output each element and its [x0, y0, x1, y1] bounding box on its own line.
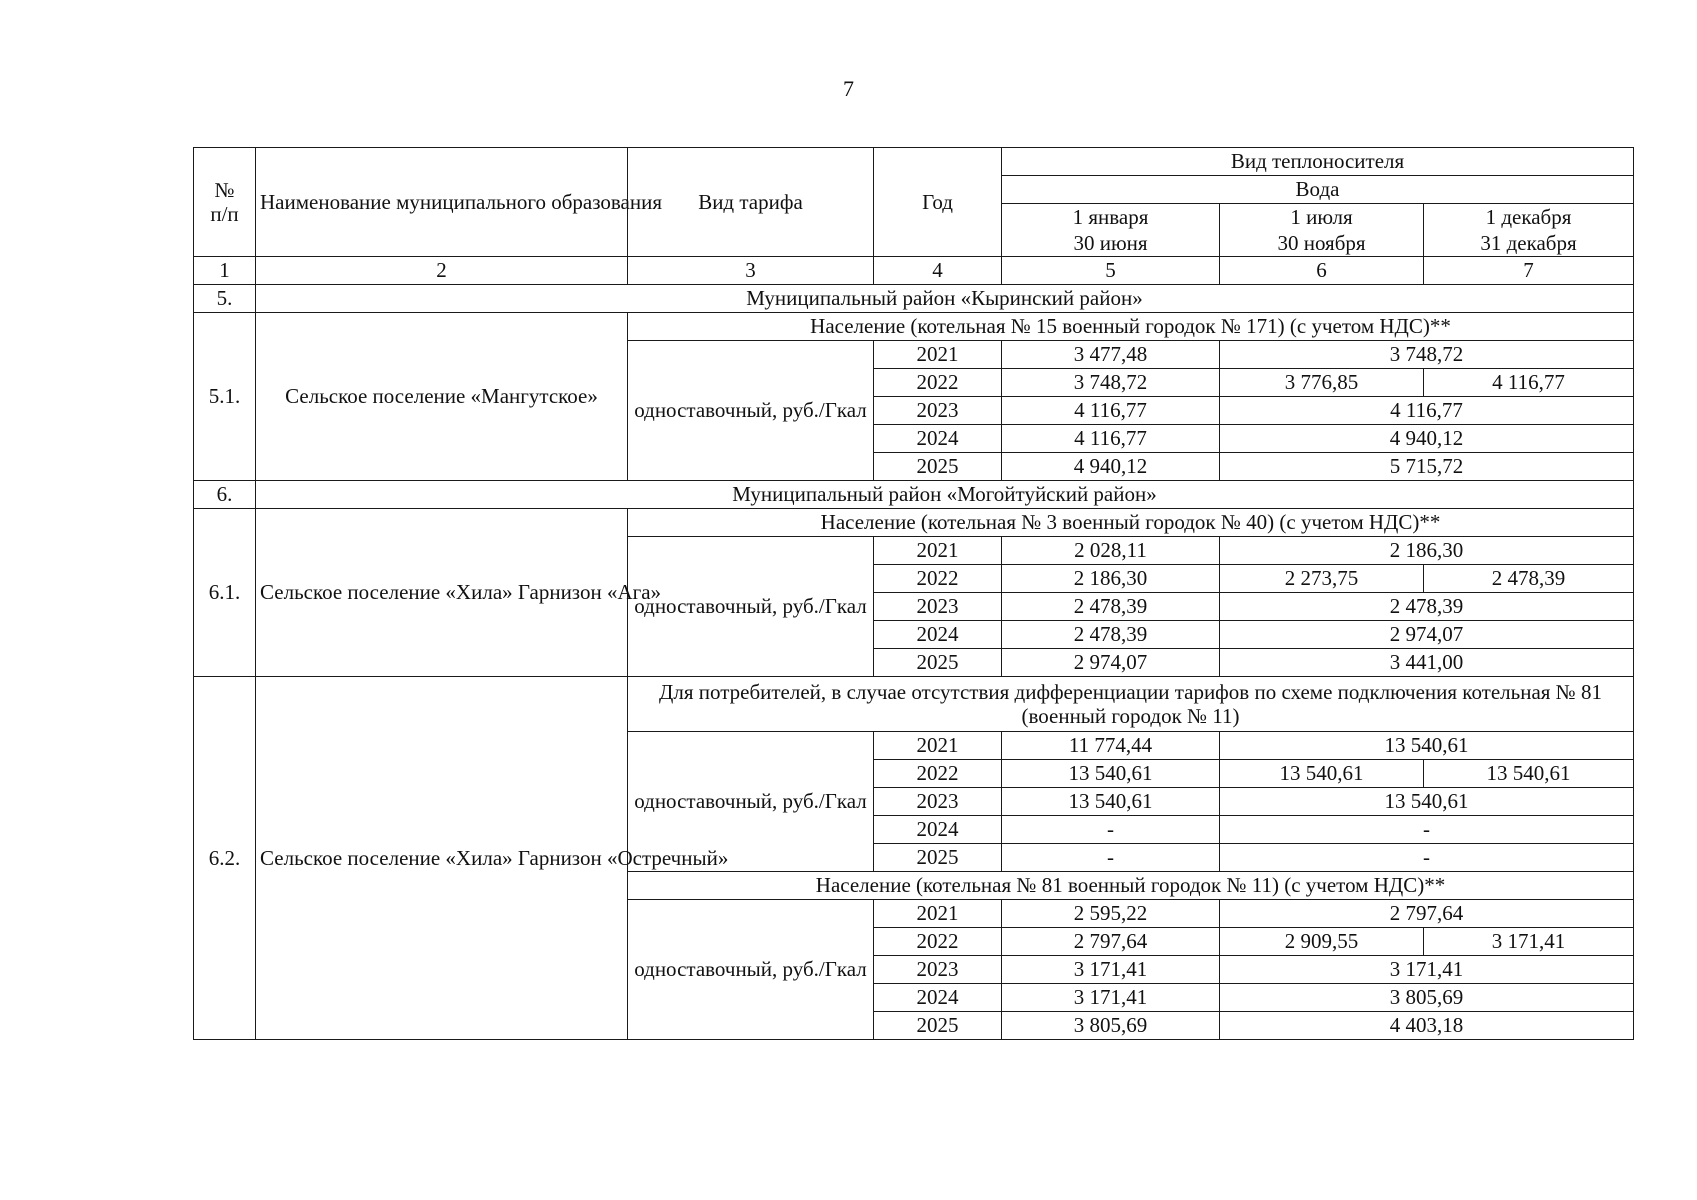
tariff-table	[193, 147, 1634, 1040]
value-period-2: 13 540,61	[1220, 760, 1424, 788]
consumer-group-title: Население (котельная № 15 военный городок № 171) (с учетом НДС)**	[628, 313, 1634, 341]
value-period-1: 2 478,39	[1002, 621, 1220, 649]
value-period-1: 2 028,11	[1002, 537, 1220, 565]
header-period-3-start: 1 декабря	[1424, 204, 1634, 231]
value-period-2-3: 3 805,69	[1220, 984, 1634, 1012]
header-period-2-start: 1 июля	[1220, 204, 1424, 231]
value-period-1: 2 974,07	[1002, 649, 1220, 677]
municipality-name: Сельское поселение «Хила» Гарнизон «Остречный»	[256, 677, 628, 1040]
value-period-2-3: 3 748,72	[1220, 341, 1634, 369]
year-cell: 2021	[874, 732, 1002, 760]
column-number: 3	[628, 257, 874, 285]
year-cell: 2022	[874, 760, 1002, 788]
value-period-1: 4 116,77	[1002, 397, 1220, 425]
section-title: Муниципальный район «Могойтуйский район»	[256, 481, 1634, 509]
header-period-3-end: 31 декабря	[1424, 230, 1634, 257]
column-number: 5	[1002, 257, 1220, 285]
value-period-1: 3 748,72	[1002, 369, 1220, 397]
year-cell: 2024	[874, 621, 1002, 649]
value-period-1: 2 595,22	[1002, 900, 1220, 928]
value-period-1: -	[1002, 844, 1220, 872]
section-row	[194, 481, 1634, 509]
value-period-2-3: 3 441,00	[1220, 649, 1634, 677]
value-period-2-3: 13 540,61	[1220, 788, 1634, 816]
value-period-2-3: 4 940,12	[1220, 425, 1634, 453]
column-numbers-row	[194, 257, 1634, 285]
year-cell: 2024	[874, 984, 1002, 1012]
year-cell: 2023	[874, 956, 1002, 984]
header-period-1-end: 30 июня	[1002, 230, 1220, 257]
year-cell: 2021	[874, 341, 1002, 369]
value-period-1: 2 797,64	[1002, 928, 1220, 956]
section-row	[194, 285, 1634, 313]
column-number: 2	[256, 257, 628, 285]
value-period-1: 3 477,48	[1002, 341, 1220, 369]
year-cell: 2023	[874, 593, 1002, 621]
value-period-2-3: 4 116,77	[1220, 397, 1634, 425]
tariff-type: одноставочный, руб./Гкал	[628, 732, 874, 872]
value-period-2-3: 2 186,30	[1220, 537, 1634, 565]
year-cell: 2025	[874, 844, 1002, 872]
value-period-2-3: -	[1220, 844, 1634, 872]
year-cell: 2025	[874, 649, 1002, 677]
section-number: 6.	[194, 481, 256, 509]
column-number: 1	[194, 257, 256, 285]
group-title-row	[194, 313, 1634, 341]
value-period-1: 2 186,30	[1002, 565, 1220, 593]
value-period-2-3: 2 974,07	[1220, 621, 1634, 649]
year-cell: 2022	[874, 928, 1002, 956]
value-period-3: 3 171,41	[1424, 928, 1634, 956]
value-period-1: 11 774,44	[1002, 732, 1220, 760]
value-period-2-3: 2 478,39	[1220, 593, 1634, 621]
consumer-group-title: Население (котельная № 3 военный городок № 40) (с учетом НДС)**	[628, 509, 1634, 537]
header-period-1-start: 1 января	[1002, 204, 1220, 231]
header-number: № п/п	[194, 148, 256, 257]
value-period-1: 3 805,69	[1002, 1012, 1220, 1040]
page-number: 7	[843, 76, 854, 101]
value-period-3: 4 116,77	[1424, 369, 1634, 397]
year-cell: 2023	[874, 397, 1002, 425]
municipality-name: Сельское поселение «Хила» Гарнизон «Ага»	[256, 509, 628, 677]
value-period-1: 3 171,41	[1002, 956, 1220, 984]
year-cell: 2024	[874, 816, 1002, 844]
group-title-row	[194, 509, 1634, 537]
value-period-1: 13 540,61	[1002, 760, 1220, 788]
header-year: Год	[874, 148, 1002, 257]
column-number: 6	[1220, 257, 1424, 285]
municipality-name: Сельское поселение «Мангутское»	[256, 313, 628, 481]
value-period-2-3: 4 403,18	[1220, 1012, 1634, 1040]
consumer-group-title: Для потребителей, в случае отсутствия дифференциации тарифов по схеме подключения котельная № 81 (военный городок № 11)	[628, 677, 1634, 732]
year-cell: 2024	[874, 425, 1002, 453]
value-period-2: 2 909,55	[1220, 928, 1424, 956]
subsection-number: 6.2.	[194, 677, 256, 1040]
value-period-3: 2 478,39	[1424, 565, 1634, 593]
header-heat-carrier: Вид теплоносителя	[1002, 148, 1634, 176]
column-number: 7	[1424, 257, 1634, 285]
header-period-2-end: 30 ноября	[1220, 230, 1424, 257]
value-period-2: 2 273,75	[1220, 565, 1424, 593]
column-number: 4	[874, 257, 1002, 285]
value-period-1: 4 116,77	[1002, 425, 1220, 453]
subsection-number: 5.1.	[194, 313, 256, 481]
value-period-2-3: -	[1220, 816, 1634, 844]
value-period-3: 13 540,61	[1424, 760, 1634, 788]
year-cell: 2022	[874, 565, 1002, 593]
section-title: Муниципальный район «Кыринский район»	[256, 285, 1634, 313]
header-tariff-type: Вид тарифа	[628, 148, 874, 257]
header-water: Вода	[1002, 176, 1634, 204]
value-period-2: 3 776,85	[1220, 369, 1424, 397]
year-cell: 2022	[874, 369, 1002, 397]
year-cell: 2021	[874, 900, 1002, 928]
value-period-1: 13 540,61	[1002, 788, 1220, 816]
value-period-2-3: 3 171,41	[1220, 956, 1634, 984]
value-period-2-3: 5 715,72	[1220, 453, 1634, 481]
value-period-1: 2 478,39	[1002, 593, 1220, 621]
section-number: 5.	[194, 285, 256, 313]
year-cell: 2025	[874, 453, 1002, 481]
value-period-2-3: 13 540,61	[1220, 732, 1634, 760]
year-cell: 2025	[874, 1012, 1002, 1040]
year-cell: 2023	[874, 788, 1002, 816]
tariff-type: одноставочный, руб./Гкал	[628, 341, 874, 481]
tariff-type: одноставочный, руб./Гкал	[628, 900, 874, 1040]
value-period-2-3: 2 797,64	[1220, 900, 1634, 928]
consumer-group-title: Население (котельная № 81 военный городок № 11) (с учетом НДС)**	[628, 872, 1634, 900]
header-row-1	[194, 148, 1634, 176]
value-period-1: -	[1002, 816, 1220, 844]
tariff-type: одноставочный, руб./Гкал	[628, 537, 874, 677]
subsection-number: 6.1.	[194, 509, 256, 677]
header-municipality-name: Наименование муниципального образования	[256, 148, 628, 257]
value-period-1: 4 940,12	[1002, 453, 1220, 481]
group-title-row	[194, 677, 1634, 732]
year-cell: 2021	[874, 537, 1002, 565]
value-period-1: 3 171,41	[1002, 984, 1220, 1012]
